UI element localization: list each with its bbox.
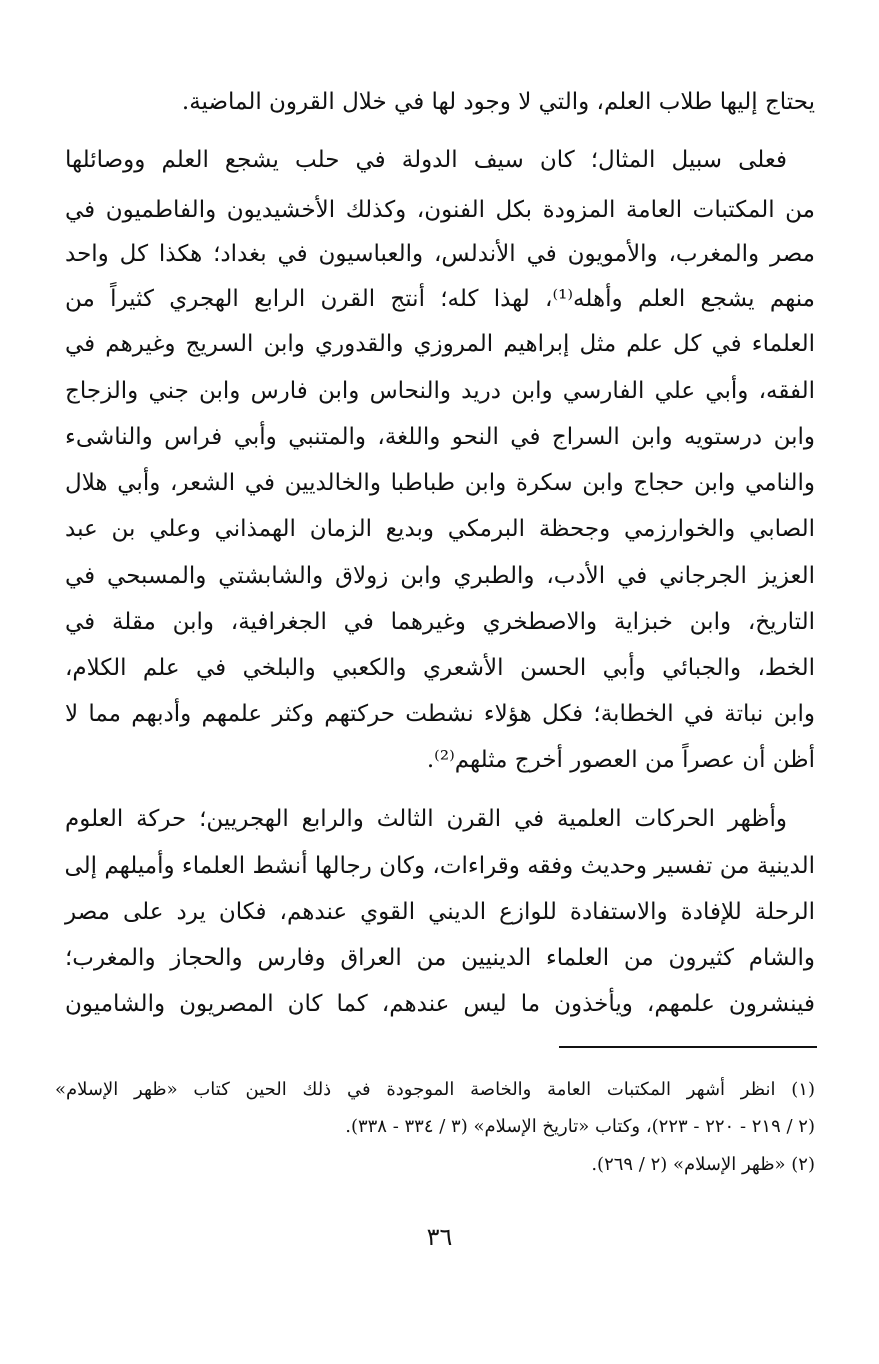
text-line: والنامي وابن حجاج وابن سكرة وابن طباطبا والخالديين في الشعر، وأبي هلال [65,470,815,496]
text-line: منهم يشجع العلم وأهله⁽¹⁾، لهذا كله؛ أنتج القرن الرابع الهجري كثيراً من [65,286,815,312]
text-line: الدينية من تفسير وحديث وفقه وقراءات، وكان رجالها أنشط العلماء وأميلهم إلى [64,853,815,879]
text-line: الفقه، وأبي علي الفارسي وابن دريد والنحاس وابن فارس وابن جني والزجاج [65,378,815,404]
footnote-separator [559,1046,817,1048]
footnote-line: (٢) «ظهر الإسلام» (٢ / ٢٦٩). [591,1154,815,1175]
text-line: يحتاج إليها طلاب العلم، والتي لا وجود لها في خلال القرون الماضية. [181,89,815,115]
page-number: ٣٦ [426,1223,453,1251]
footnote-line: (١) انظر أشهر المكتبات العامة والخاصة الموجودة في ذلك الحين كتاب «ظهر الإسلام» [55,1079,815,1100]
text-line: وابن نباتة في الخطابة؛ فكل هؤلاء نشطت حركتهم وكثر علمهم وأدبهم مما لا [65,701,815,727]
text-line: الخط، والجبائي وأبي الحسن الأشعري والكعبي والبلخي في علم الكلام، [65,655,815,681]
text-line: الرحلة للإفادة والاستفادة للوازع الديني القوي عندهم، فكان يرد على مصر [65,899,815,925]
text-line: من المكتبات العامة المزودة بكل الفنون، وكذلك الأخشيديون والفاطميون في [65,197,815,223]
text-line: الصابي والخوارزمي وجحظة البرمكي وبديع الزمان الهمذاني وعلي بن عبد [65,516,815,542]
text-line: العلماء في كل علم مثل إبراهيم المروزي والقدوري وابن السريج وغيرهم في [65,331,815,357]
text-line: وأظهر الحركات العلمية في القرن الثالث والرابع الهجريين؛ حركة العلوم [65,806,787,832]
text-line: التاريخ، وابن خبزاية والاصطخري وغيرهما في الجغرافية، وابن مقلة في [65,609,815,635]
footnote-line: (٢ / ٢١٩ - ٢٢٠ - ٢٢٣)، وكتاب «تاريخ الإسلام» (٣ / ٣٣٤ - ٣٣٨). [345,1116,815,1137]
text-line: أظن أن عصراً من العصور أخرج مثلهم⁽²⁾. [426,747,815,773]
text-line: وابن درستويه وابن السراج في النحو واللغة، والمتنبي وأبي فراس والناشىء [65,424,815,450]
text-line: والشام كثيرون من العلماء الدينيين من العراق وفارس والحجاز والمغرب؛ [65,945,815,971]
text-line: العزيز الجرجاني في الأدب، والطبري وابن زولاق والشابشتي والمسبحي في [65,563,815,589]
text-line: فعلى سبيل المثال؛ كان سيف الدولة في حلب يشجع العلم ووصائلها [65,147,787,173]
text-line: مصر والمغرب، والأمويون في الأندلس، والعباسيون في بغداد؛ هكذا كل واحد [65,241,815,267]
text-line: فينشرون علمهم، ويأخذون ما ليس عندهم، كما كان المصريون والشاميون [65,991,815,1017]
